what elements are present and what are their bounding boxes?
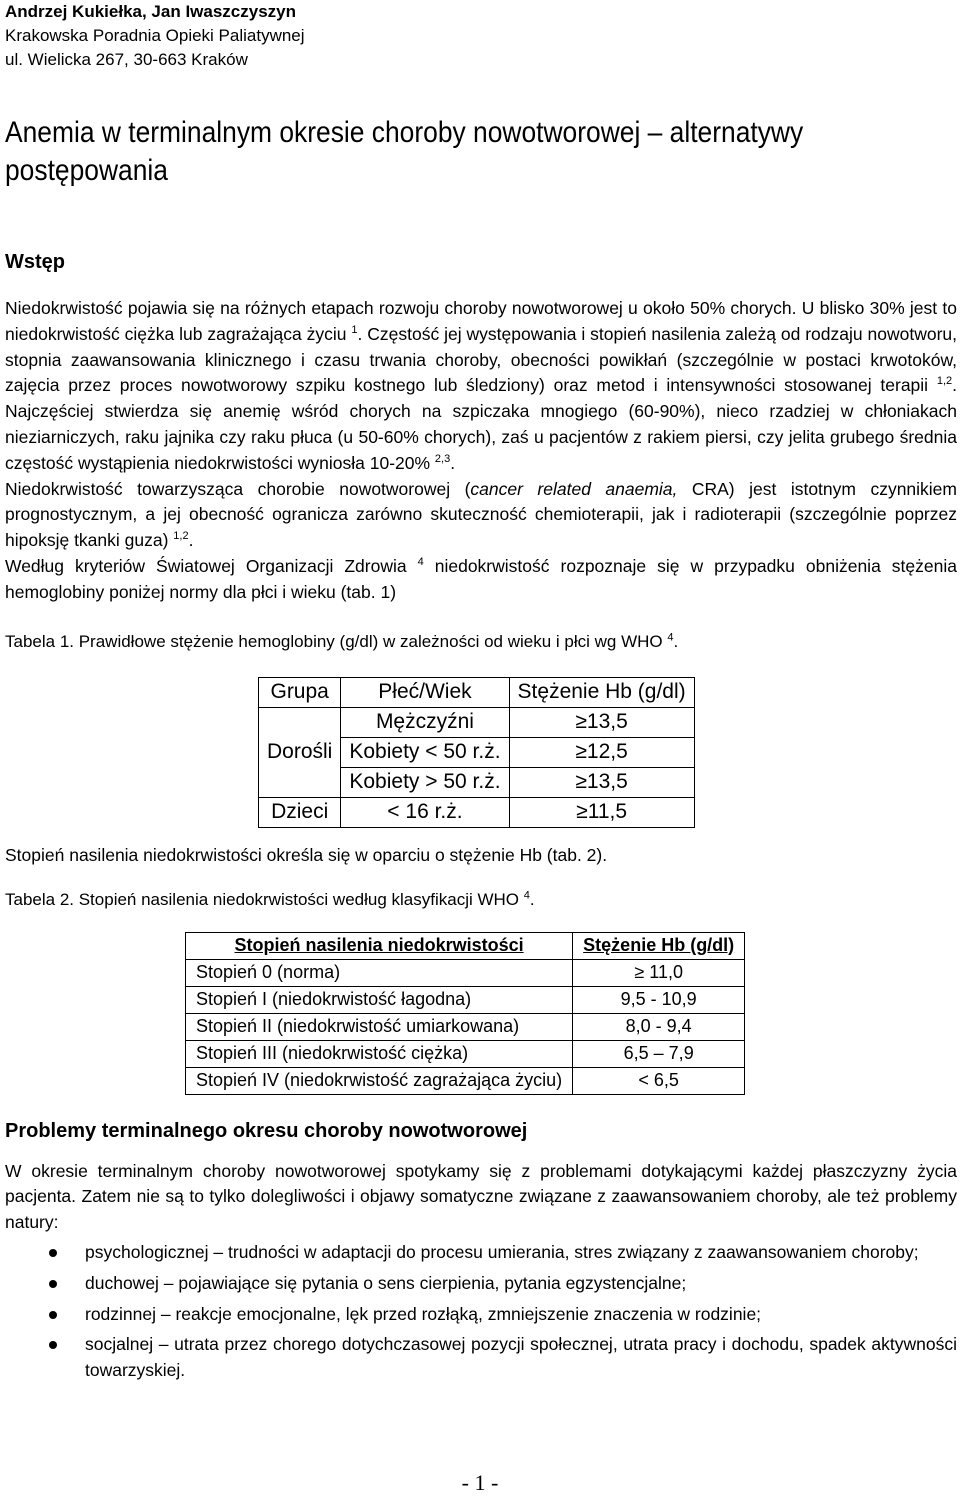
authors: Andrzej Kukiełka, Jan Iwaszczyszyn (5, 2, 297, 21)
paper-title: Anemia w terminalnym okresie choroby nowotworowej – alternatywy postępowania (5, 116, 804, 187)
table-row (259, 767, 695, 797)
problems-paragraph: W okresie terminalnym choroby nowotworowej spotykamy się z problemami dotykającymi każdej płaszczyzny życia pacjenta. Zatem nie są to tylko dolegliwości i objawy somatyczne związane z zaawansowaniem choroby, ale też problemy natury: (5, 1160, 957, 1233)
table-cell: Mężczyźni (341, 707, 509, 737)
table-cell: Stopień I (niedokrwistość łagodna) (186, 986, 573, 1013)
table-header-row (259, 677, 695, 707)
table-cell: 8,0 - 9,4 (573, 1013, 745, 1040)
citation: 1,2 (173, 530, 189, 543)
table-cell-group (259, 767, 341, 797)
table-cell: ≥13,5 (509, 707, 694, 737)
text-run: CRA) jest istotnym czynnikiem prognostycznym, a jej obecność ogranicza zarówno skuteczność chemioterapii, jak i radioterapii (szczególnie poprzez hipoksję tkanki guza) (5, 478, 957, 551)
table-header-row (186, 932, 745, 959)
caption-text: . (673, 631, 679, 651)
table-row (259, 737, 695, 767)
citation: 2,3 (434, 452, 451, 465)
text-run: Według kryteriów Światowej Organizacji Zdrowia (5, 555, 418, 576)
list-item (5, 1240, 957, 1266)
table-cell: Kobiety < 50 r.ż. (341, 737, 509, 767)
table-cell: Kobiety > 50 r.ż. (341, 767, 509, 797)
table-cell-group: Dzieci (259, 797, 341, 827)
citation: 1,2 (936, 375, 953, 388)
section-heading-intro: Wstęp (5, 251, 65, 273)
text-run: Niedokrwistość towarzysząca chorobie nowotworowej ( (5, 478, 471, 499)
section-heading-problems: Problemy terminalnego okresu choroby nowotworowej (5, 1119, 528, 1142)
table-cell: < 16 r.ż. (341, 797, 509, 827)
citation: 1 (351, 323, 358, 336)
caption-text: Tabela 1. Prawidłowe stężenie hemoglobiny (g/dl) w zależności od wieku i płci wg WHO (5, 631, 668, 651)
table-row (186, 1040, 745, 1067)
table-row (186, 1013, 745, 1040)
table-row (186, 986, 745, 1013)
table-header-cell: Grupa (259, 677, 341, 707)
caption-text: Tabela 2. Stopień nasilenia niedokrwistości według klasyfikacji WHO (5, 889, 524, 909)
bullet-icon (49, 1280, 57, 1288)
between-tables-text: Stopień nasilenia niedokrwistości określa się w oparciu o stężenie Hb (tab. 2). (5, 844, 608, 865)
italic-term: cancer related anaemia, (470, 478, 678, 499)
table-cell: < 6,5 (573, 1067, 745, 1094)
table2 (185, 932, 745, 1095)
table-cell: Stopień IV (niedokrwistość zagrażająca życiu) (186, 1067, 573, 1094)
bullet-icon (49, 1249, 57, 1257)
table-cell: ≥ 11,0 (573, 959, 745, 986)
intro-paragraph-3 (5, 554, 957, 606)
table-cell: Stopień 0 (norma) (186, 959, 573, 986)
affiliation: Krakowska Poradnia Opieki Paliatywnej (5, 26, 305, 45)
list-item-text: rodzinnej – reakcje emocjonalne, lęk przed rozłąką, zmniejszenie znaczenia w rodzinie; (85, 1303, 762, 1324)
caption-text: . (529, 889, 535, 909)
bullet-icon (49, 1311, 57, 1319)
list-item (5, 1271, 957, 1297)
table-cell: 6,5 – 7,9 (573, 1040, 745, 1067)
text-run: . (188, 530, 194, 551)
address: ul. Wielicka 267, 30-663 Kraków (5, 50, 248, 69)
table-row (186, 959, 745, 986)
citation: 4 (417, 556, 424, 569)
citation: 4 (523, 888, 530, 901)
problems-list (5, 1240, 957, 1384)
intro-paragraph-2 (5, 477, 957, 554)
table-row (259, 797, 695, 827)
table-row (186, 1067, 745, 1094)
text-run: . Częstość jej występowania i stopień nasilenia zależą od rodzaju nowotworu, stopnia zaawansowania klinicznego i czasu trwania choroby, obecności powikłań (szczególnie w postaci krwotoków, zajęcia przez proces nowotworowy szpiku kostnego lub śledziony) oraz metod i intensywności stosowanej terapii (5, 323, 957, 396)
document-page (5, 0, 957, 1389)
table-cell: Stopień II (niedokrwistość umiarkowana) (186, 1013, 573, 1040)
intro-paragraph-1 (5, 296, 957, 477)
list-item (5, 1332, 957, 1384)
table2-caption (5, 888, 957, 912)
text-run: . Najczęściej stwierdza się anemię wśród chorych na szpiczaka mnogiego (60-90%), nieco rzadziej w chłoniakach nieziarniczych, raku jajnika czy raku płuca (u 50-60% chorych), zaś u pacjentów z rakiem piersi, czy jelita grubego średnia częstość wystąpienia niedokrwistości wyniosła 10-20% (5, 375, 957, 473)
list-item-text: psychologicznej – trudności w adaptacji do procesu umierania, stres związany z zaawansowaniem choroby; (85, 1241, 919, 1262)
table-header-cell: Stężenie Hb (g/dl) (573, 932, 745, 959)
table-cell-group (259, 707, 341, 737)
table-cell: ≥11,5 (509, 797, 694, 827)
table-cell: Stopień III (niedokrwistość ciężka) (186, 1040, 573, 1067)
text-run: Niedokrwistość pojawia się na różnych etapach rozwoju choroby nowotworowej u około 50% chorych. U blisko 30% jest to niedokrwistość ciężka lub zagrażająca życiu (5, 298, 957, 344)
table1-caption (5, 630, 957, 654)
table-header-cell: Stężenie Hb (g/dl) (509, 677, 694, 707)
table1 (258, 677, 695, 828)
list-item-text: socjalnej – utrata przez chorego dotychczasowej pozycji społecznej, utrata pracy i dochodu, spadek aktywności towarzyskiej. (85, 1334, 957, 1381)
page-number: - 1 - (461, 1470, 499, 1495)
citation: 4 (667, 630, 674, 643)
table-header-cell: Płeć/Wiek (341, 677, 509, 707)
table-cell-group: Dorośli (259, 737, 341, 767)
bullet-icon (49, 1341, 57, 1349)
list-item (5, 1302, 957, 1328)
table-header-cell: Stopień nasilenia niedokrwistości (186, 932, 573, 959)
list-item-text: duchowej – pojawiające się pytania o sens cierpienia, pytania egzystencjalne; (85, 1272, 687, 1293)
table-cell: ≥13,5 (509, 767, 694, 797)
text-run: . (450, 452, 456, 473)
text-run: niedokrwistość rozpoznaje się w przypadku obniżenia stężenia hemoglobiny poniżej normy dla płci i wieku (tab. 1) (5, 555, 957, 602)
table-cell: 9,5 - 10,9 (573, 986, 745, 1013)
table-row (259, 707, 695, 737)
author-block (5, 0, 957, 72)
table-cell: ≥12,5 (509, 737, 694, 767)
